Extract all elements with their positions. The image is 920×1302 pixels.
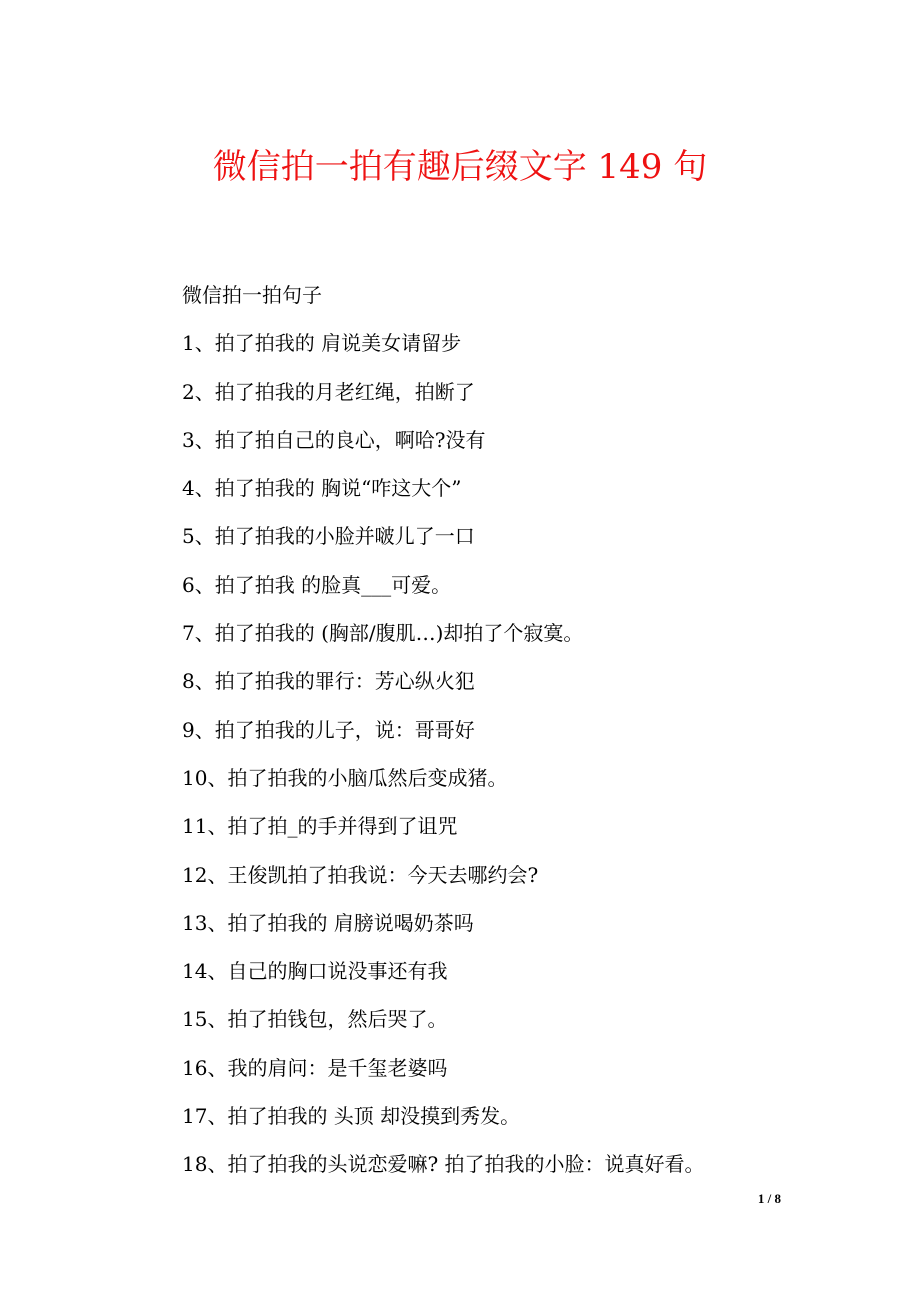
- list-item: 10、拍了拍我的小脑瓜然后变成猪。: [182, 765, 508, 790]
- list-item: 17、拍了拍我的 头顶 却没摸到秀发。: [182, 1104, 521, 1129]
- sentence-list: [182, 324, 822, 1193]
- list-item: 9、拍了拍我的儿子，说：哥哥好: [182, 717, 475, 742]
- document-title: 微信拍一拍有趣后缀文字 149 句: [212, 147, 708, 187]
- list-item: 12、王俊凯拍了拍我说：今天去哪约会?: [182, 862, 539, 887]
- list-item: 14、自己的胸口说没事还有我: [182, 959, 448, 984]
- list-item: 6、拍了拍我 的脸真___可爱。: [182, 572, 452, 597]
- list-item: 5、拍了拍我的小脸并啵儿了一口: [182, 524, 475, 549]
- document-body: [182, 276, 822, 1194]
- list-item: 7、拍了拍我的 (胸部/腹肌…)却拍了个寂寞。: [182, 621, 584, 646]
- list-item: 16、我的肩问：是千玺老婆吗: [182, 1055, 448, 1080]
- list-item: 1、拍了拍我的 肩说美女请留步: [182, 331, 462, 356]
- list-item: 18、拍了拍我的头说恋爱嘛? 拍了拍我的小脸：说真好看。: [182, 1152, 705, 1177]
- list-item: 15、拍了拍钱包，然后哭了。: [182, 1007, 448, 1032]
- section-heading: 微信拍一拍句子: [182, 283, 322, 307]
- list-item: 8、拍了拍我的罪行：芳心纵火犯: [182, 669, 475, 694]
- page-number: 1 / 8: [757, 1191, 781, 1206]
- list-item: 4、拍了拍我的 胸说“咋这大个”: [182, 476, 462, 501]
- list-item: 11、拍了拍_的手并得到了诅咒: [182, 814, 458, 839]
- list-item: 13、拍了拍我的 肩膀说喝奶茶吗: [182, 910, 474, 935]
- list-item: 2、拍了拍我的月老红绳，拍断了: [182, 379, 475, 404]
- list-item: 3、拍了拍自己的良心，啊哈?没有: [182, 427, 486, 452]
